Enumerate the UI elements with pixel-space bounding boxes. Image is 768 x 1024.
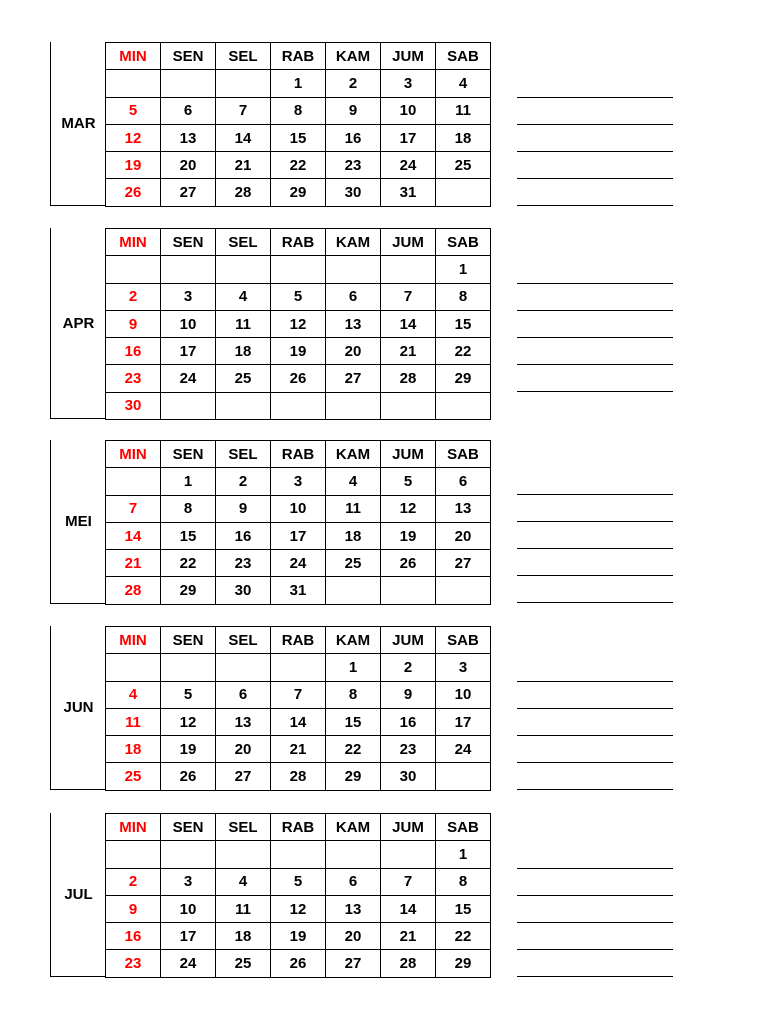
note-line — [517, 602, 673, 603]
date-cell: 24 — [436, 736, 491, 763]
sunday-date-cell: 7 — [106, 495, 161, 522]
date-cell: 20 — [326, 338, 381, 365]
note-line — [517, 868, 673, 869]
date-cell: 25 — [216, 950, 271, 977]
date-cell: 13 — [436, 495, 491, 522]
date-cell: 8 — [161, 495, 216, 522]
date-cell: 13 — [216, 708, 271, 735]
week-row — [106, 522, 491, 549]
date-cell: 1 — [326, 654, 381, 681]
date-cell: 26 — [271, 950, 326, 977]
date-cell: 20 — [216, 736, 271, 763]
date-cell: 1 — [161, 468, 216, 495]
date-cell: 12 — [161, 708, 216, 735]
sunday-date-cell: 23 — [106, 365, 161, 392]
date-cell — [161, 392, 216, 419]
date-cell: 4 — [216, 868, 271, 895]
sunday-date-cell: 9 — [106, 310, 161, 337]
date-cell — [436, 763, 491, 790]
date-cell: 14 — [216, 124, 271, 151]
date-cell: 13 — [326, 895, 381, 922]
date-cell: 2 — [216, 468, 271, 495]
week-row — [106, 365, 491, 392]
date-cell: 10 — [161, 310, 216, 337]
date-cell: 22 — [161, 550, 216, 577]
date-cell: 16 — [326, 124, 381, 151]
week-row — [106, 868, 491, 895]
date-cell: 12 — [381, 495, 436, 522]
date-cell: 24 — [161, 365, 216, 392]
month-label: JUL — [50, 813, 106, 977]
date-cell: 3 — [271, 468, 326, 495]
week-row — [106, 923, 491, 950]
date-cell: 11 — [216, 895, 271, 922]
note-line — [517, 949, 673, 950]
month-label: MAR — [50, 42, 106, 206]
month-block-jul — [50, 813, 500, 977]
sunday-date-cell — [106, 70, 161, 97]
week-row — [106, 950, 491, 977]
note-line — [517, 735, 673, 736]
date-cell — [161, 654, 216, 681]
date-cell: 5 — [271, 283, 326, 310]
weekday-header: KAM — [326, 229, 381, 256]
sunday-date-cell — [106, 468, 161, 495]
date-cell: 13 — [161, 124, 216, 151]
weekday-header: KAM — [326, 441, 381, 468]
date-cell: 6 — [436, 468, 491, 495]
date-cell: 8 — [436, 283, 491, 310]
sunday-date-cell: 16 — [106, 338, 161, 365]
sunday-date-cell: 9 — [106, 895, 161, 922]
note-line — [517, 895, 673, 896]
weekday-header: SEL — [216, 814, 271, 841]
date-cell: 17 — [271, 522, 326, 549]
week-row — [106, 97, 491, 124]
date-cell: 10 — [436, 681, 491, 708]
month-block-apr — [50, 228, 500, 419]
sunday-date-cell: 2 — [106, 868, 161, 895]
date-cell: 6 — [216, 681, 271, 708]
date-cell: 15 — [161, 522, 216, 549]
date-cell — [161, 256, 216, 283]
weekday-header: SAB — [436, 441, 491, 468]
date-cell: 24 — [381, 152, 436, 179]
date-cell: 8 — [271, 97, 326, 124]
date-cell: 25 — [436, 152, 491, 179]
week-row — [106, 124, 491, 151]
date-cell: 19 — [271, 923, 326, 950]
weekday-header: SEN — [161, 43, 216, 70]
weekday-header: RAB — [271, 229, 326, 256]
date-cell — [216, 392, 271, 419]
date-cell: 27 — [161, 179, 216, 206]
date-cell: 24 — [271, 550, 326, 577]
date-cell: 8 — [326, 681, 381, 708]
date-cell: 7 — [381, 868, 436, 895]
date-cell: 3 — [436, 654, 491, 681]
date-cell: 17 — [436, 708, 491, 735]
weekday-header: KAM — [326, 814, 381, 841]
sunday-date-cell: 12 — [106, 124, 161, 151]
date-cell: 5 — [381, 468, 436, 495]
month-block-jun — [50, 626, 500, 790]
date-cell: 4 — [326, 468, 381, 495]
date-cell — [271, 392, 326, 419]
date-cell: 19 — [161, 736, 216, 763]
date-cell — [161, 70, 216, 97]
sunday-date-cell: 2 — [106, 283, 161, 310]
weekday-header: JUM — [381, 441, 436, 468]
date-cell: 11 — [436, 97, 491, 124]
date-cell — [436, 392, 491, 419]
date-cell: 10 — [161, 895, 216, 922]
note-line — [517, 97, 673, 98]
date-cell: 30 — [216, 577, 271, 604]
date-cell: 5 — [161, 681, 216, 708]
weekday-header: SEN — [161, 229, 216, 256]
note-line — [517, 310, 673, 311]
date-cell — [216, 70, 271, 97]
date-cell: 3 — [381, 70, 436, 97]
week-row — [106, 681, 491, 708]
date-cell: 6 — [161, 97, 216, 124]
sunday-date-cell: 5 — [106, 97, 161, 124]
month-label: APR — [50, 228, 106, 419]
date-cell — [436, 179, 491, 206]
date-cell: 22 — [326, 736, 381, 763]
date-cell: 7 — [271, 681, 326, 708]
month-grid — [105, 813, 491, 978]
sunday-date-cell: 14 — [106, 522, 161, 549]
sunday-date-cell: 18 — [106, 736, 161, 763]
date-cell: 10 — [271, 495, 326, 522]
date-cell: 3 — [161, 868, 216, 895]
note-line — [517, 151, 673, 152]
date-cell: 3 — [161, 283, 216, 310]
date-cell — [381, 577, 436, 604]
note-line — [517, 922, 673, 923]
date-cell — [216, 841, 271, 868]
date-cell — [271, 256, 326, 283]
note-line — [517, 708, 673, 709]
date-cell: 9 — [381, 681, 436, 708]
week-row — [106, 70, 491, 97]
date-cell: 6 — [326, 868, 381, 895]
week-row — [106, 763, 491, 790]
date-cell: 20 — [436, 522, 491, 549]
date-cell: 20 — [326, 923, 381, 950]
date-cell: 15 — [436, 310, 491, 337]
weekday-header-row — [106, 229, 491, 256]
date-cell — [381, 392, 436, 419]
date-cell: 9 — [326, 97, 381, 124]
sunday-date-cell: 23 — [106, 950, 161, 977]
weekday-header: SAB — [436, 229, 491, 256]
date-cell: 25 — [326, 550, 381, 577]
date-cell — [436, 577, 491, 604]
note-line — [517, 681, 673, 682]
date-cell: 22 — [436, 923, 491, 950]
date-cell — [326, 841, 381, 868]
week-row — [106, 283, 491, 310]
weekday-header: JUM — [381, 627, 436, 654]
date-cell: 28 — [271, 763, 326, 790]
week-row — [106, 577, 491, 604]
note-line — [517, 337, 673, 338]
date-cell: 2 — [381, 654, 436, 681]
date-cell: 27 — [326, 950, 381, 977]
weekday-header: KAM — [326, 43, 381, 70]
month-label: JUN — [50, 626, 106, 790]
month-grid — [105, 42, 491, 207]
month-grid — [105, 626, 491, 791]
weekday-header: SAB — [436, 814, 491, 841]
week-row — [106, 338, 491, 365]
date-cell: 12 — [271, 310, 326, 337]
date-cell: 18 — [326, 522, 381, 549]
date-cell: 24 — [161, 950, 216, 977]
week-row — [106, 310, 491, 337]
month-grid — [105, 228, 491, 420]
date-cell: 28 — [216, 179, 271, 206]
date-cell: 4 — [216, 283, 271, 310]
date-cell: 25 — [216, 365, 271, 392]
weekday-header-row — [106, 43, 491, 70]
date-cell: 6 — [326, 283, 381, 310]
date-cell — [271, 654, 326, 681]
date-cell: 27 — [326, 365, 381, 392]
weekday-header: JUM — [381, 814, 436, 841]
date-cell: 26 — [271, 365, 326, 392]
date-cell: 31 — [271, 577, 326, 604]
note-line — [517, 124, 673, 125]
date-cell: 9 — [216, 495, 271, 522]
date-cell: 29 — [271, 179, 326, 206]
week-row — [106, 841, 491, 868]
date-cell: 23 — [216, 550, 271, 577]
week-row — [106, 392, 491, 419]
date-cell — [326, 256, 381, 283]
date-cell: 18 — [216, 338, 271, 365]
month-label: MEI — [50, 440, 106, 604]
date-cell: 21 — [381, 338, 436, 365]
weekday-header: MIN — [106, 627, 161, 654]
date-cell: 23 — [381, 736, 436, 763]
date-cell: 11 — [216, 310, 271, 337]
note-line — [517, 548, 673, 549]
date-cell: 22 — [436, 338, 491, 365]
note-line — [517, 494, 673, 495]
weekday-header: RAB — [271, 441, 326, 468]
weekday-header: MIN — [106, 814, 161, 841]
weekday-header-row — [106, 814, 491, 841]
week-row — [106, 708, 491, 735]
date-cell: 18 — [436, 124, 491, 151]
week-row — [106, 654, 491, 681]
weekday-header-row — [106, 627, 491, 654]
date-cell: 27 — [216, 763, 271, 790]
date-cell: 14 — [381, 310, 436, 337]
sunday-date-cell: 26 — [106, 179, 161, 206]
date-cell: 15 — [326, 708, 381, 735]
weekday-header: SEN — [161, 441, 216, 468]
date-cell: 29 — [436, 950, 491, 977]
weekday-header: RAB — [271, 43, 326, 70]
date-cell: 29 — [161, 577, 216, 604]
weekday-header: JUM — [381, 229, 436, 256]
note-line — [517, 364, 673, 365]
date-cell: 15 — [436, 895, 491, 922]
weekday-header: JUM — [381, 43, 436, 70]
sunday-date-cell: 30 — [106, 392, 161, 419]
week-row — [106, 895, 491, 922]
sunday-date-cell: 11 — [106, 708, 161, 735]
date-cell: 16 — [381, 708, 436, 735]
weekday-header: SEL — [216, 441, 271, 468]
date-cell: 8 — [436, 868, 491, 895]
date-cell: 21 — [216, 152, 271, 179]
date-cell — [381, 841, 436, 868]
date-cell: 1 — [271, 70, 326, 97]
note-line — [517, 762, 673, 763]
date-cell: 7 — [216, 97, 271, 124]
sunday-date-cell: 4 — [106, 681, 161, 708]
note-line — [517, 575, 673, 576]
date-cell: 2 — [326, 70, 381, 97]
weekday-header: KAM — [326, 627, 381, 654]
sunday-date-cell: 21 — [106, 550, 161, 577]
note-line — [517, 976, 673, 977]
date-cell: 29 — [436, 365, 491, 392]
month-grid — [105, 440, 491, 605]
date-cell: 1 — [436, 256, 491, 283]
date-cell: 23 — [326, 152, 381, 179]
note-line — [517, 178, 673, 179]
date-cell — [216, 654, 271, 681]
date-cell: 17 — [161, 923, 216, 950]
date-cell: 22 — [271, 152, 326, 179]
date-cell: 4 — [436, 70, 491, 97]
weekday-header: SAB — [436, 43, 491, 70]
weekday-header: MIN — [106, 229, 161, 256]
date-cell: 15 — [271, 124, 326, 151]
note-line — [517, 521, 673, 522]
sunday-date-cell: 28 — [106, 577, 161, 604]
date-cell: 26 — [381, 550, 436, 577]
weekday-header: SEL — [216, 627, 271, 654]
date-cell: 20 — [161, 152, 216, 179]
date-cell: 13 — [326, 310, 381, 337]
sunday-date-cell: 16 — [106, 923, 161, 950]
date-cell — [326, 577, 381, 604]
date-cell: 31 — [381, 179, 436, 206]
month-block-mei — [50, 440, 500, 604]
weekday-header: SAB — [436, 627, 491, 654]
date-cell: 14 — [381, 895, 436, 922]
date-cell: 16 — [216, 522, 271, 549]
date-cell: 12 — [271, 895, 326, 922]
week-row — [106, 550, 491, 577]
sunday-date-cell — [106, 841, 161, 868]
date-cell — [381, 256, 436, 283]
date-cell: 11 — [326, 495, 381, 522]
month-block-mar — [50, 42, 500, 206]
date-cell: 19 — [271, 338, 326, 365]
date-cell: 30 — [326, 179, 381, 206]
week-row — [106, 468, 491, 495]
date-cell: 5 — [271, 868, 326, 895]
date-cell — [271, 841, 326, 868]
date-cell: 17 — [381, 124, 436, 151]
weekday-header-row — [106, 441, 491, 468]
weekday-header: RAB — [271, 814, 326, 841]
weekday-header: SEN — [161, 627, 216, 654]
date-cell: 28 — [381, 950, 436, 977]
date-cell: 17 — [161, 338, 216, 365]
date-cell — [216, 256, 271, 283]
date-cell: 10 — [381, 97, 436, 124]
date-cell: 21 — [381, 923, 436, 950]
note-line — [517, 789, 673, 790]
date-cell: 28 — [381, 365, 436, 392]
week-row — [106, 152, 491, 179]
date-cell: 14 — [271, 708, 326, 735]
date-cell: 26 — [161, 763, 216, 790]
sunday-date-cell — [106, 654, 161, 681]
date-cell: 27 — [436, 550, 491, 577]
date-cell: 7 — [381, 283, 436, 310]
week-row — [106, 495, 491, 522]
sunday-date-cell: 19 — [106, 152, 161, 179]
date-cell: 1 — [436, 841, 491, 868]
date-cell: 18 — [216, 923, 271, 950]
note-line — [517, 205, 673, 206]
date-cell — [161, 841, 216, 868]
date-cell: 19 — [381, 522, 436, 549]
weekday-header: SEL — [216, 43, 271, 70]
sunday-date-cell — [106, 256, 161, 283]
week-row — [106, 256, 491, 283]
date-cell: 21 — [271, 736, 326, 763]
week-row — [106, 736, 491, 763]
weekday-header: RAB — [271, 627, 326, 654]
weekday-header: MIN — [106, 43, 161, 70]
weekday-header: SEL — [216, 229, 271, 256]
weekday-header: SEN — [161, 814, 216, 841]
note-line — [517, 391, 673, 392]
note-line — [517, 283, 673, 284]
sunday-date-cell: 25 — [106, 763, 161, 790]
date-cell: 30 — [381, 763, 436, 790]
weekday-header: MIN — [106, 441, 161, 468]
date-cell — [326, 392, 381, 419]
date-cell: 29 — [326, 763, 381, 790]
week-row — [106, 179, 491, 206]
